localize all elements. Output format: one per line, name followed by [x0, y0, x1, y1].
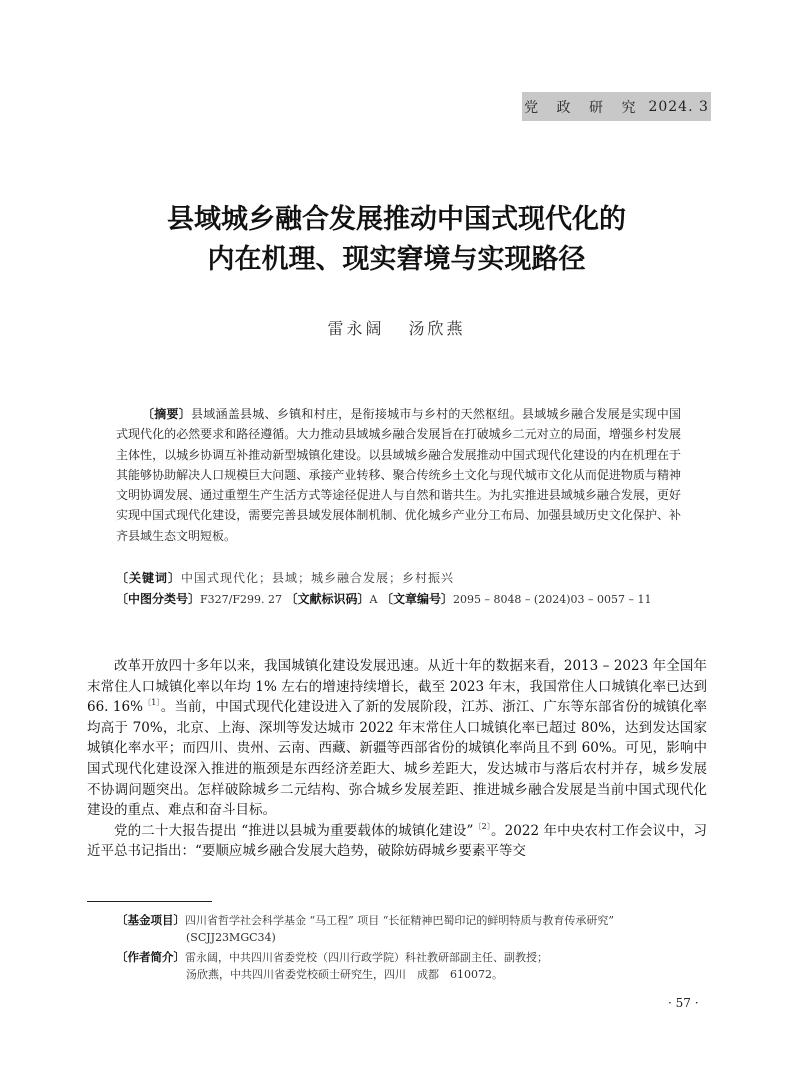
footnote-divider [87, 901, 212, 902]
paragraph-1-text-a: 改革开放四十多年以来，我国城镇化建设发展迅速。从近十年的数据来看，2013 – 2023 年全国年末常住人口城镇化率以年均 1% 左右的增速持续增长，截至 2023 年末，我国常住人口城镇化率已达到 66. 16% [87, 658, 707, 716]
citation-1[interactable]: 〔1〕 [142, 698, 161, 708]
footnote-fund [116, 912, 716, 946]
paragraph-2 [87, 821, 707, 862]
paragraph-2-text-b: 。2022 年中央农村工作会议中，习近平总书记指出：“要顺应城乡融合发展大趋势，破除妨碍城乡要素平等交 [87, 822, 707, 860]
abstract-label: 〔摘要〕 [142, 407, 192, 421]
journal-header [522, 92, 711, 121]
author-info-label: 〔作者简介〕 [116, 950, 185, 964]
article-title-line-1: 县域城乡融合发展推动中国式现代化的 [167, 204, 626, 235]
clc-value: F327/F299. 27 [200, 593, 282, 606]
paragraph-1 [87, 656, 707, 821]
article-title-line-2: 内在机理、现实窘境与实现路径 [207, 244, 586, 275]
author-info-line-1: 雷永阔，中共四川省委党校（四川行政学院）科社教研部副主任、副教授； [185, 951, 548, 964]
fund-code: (SCJJ23MGC34) [186, 931, 276, 944]
authors [0, 316, 793, 339]
abstract [116, 404, 681, 546]
journal-issue: 2024. 3 [648, 98, 709, 115]
page-number: · 57 · [668, 996, 699, 1010]
citation-2[interactable]: 〔2〕 [473, 821, 492, 831]
clc-label: 〔中图分类号〕 [116, 592, 201, 606]
article-number-label: 〔文章编号〕 [380, 592, 453, 606]
author-info-line-2: 汤欣燕，中共四川省委党校硕士研究生，四川 成都 610072。 [186, 968, 503, 981]
doc-code-value: A [369, 593, 378, 606]
classification-line [116, 590, 716, 607]
author-1: 雷永阔 [327, 319, 385, 338]
paragraph-1-text-b: 。当前，中国式现代化建设进入了新的发展阶段，江苏、浙江、广东等东部省份的城镇化率均高于 70%，北京、上海、深圳等发达城市 2022 年末常住人口城镇化率已超过 80%，达到发达国家城镇化率水平；而四川、贵州、云南、西藏、新疆等西部省份的城镇化率尚且不到 60%。可见，影响中国式现代化建设深入推进的瓶颈是东西经济差距大、城乡差距大，发达城市与落后农村并存，城乡发展不协调问题突出。怎样破除城乡二元结构、弥合城乡发展差距、推进城乡融合发展是当前中国式现代化建设的重点、难点和奋斗目标。 [87, 699, 708, 819]
body-text [87, 656, 707, 862]
fund-text: 四川省哲学社会科学基金 “马工程” 项目 “长征精神巴蜀印记的鲜明特质与教育传承研究” [185, 914, 614, 927]
keywords-label: 〔关键词〕 [116, 571, 182, 585]
author-2: 汤欣燕 [408, 319, 466, 338]
paragraph-2-text-a: 党的二十大报告提出 “推进以县城为重要载体的城镇化建设” [114, 822, 474, 839]
journal-name: 党 政 研 究 [524, 99, 643, 116]
keywords-text: 中国式现代化；县域；城乡融合发展；乡村振兴 [181, 571, 455, 585]
footnote-author [116, 949, 716, 983]
keywords [116, 569, 716, 586]
doc-code-label: 〔文献标识码〕 [285, 592, 370, 606]
article-number-value: 2095 – 8048 – (2024)03 – 0057 – 11 [452, 593, 652, 606]
fund-label: 〔基金项目〕 [116, 913, 185, 927]
abstract-text: 县域涵盖县城、乡镇和村庄，是衔接城市与乡村的天然枢纽。县域城乡融合发展是实现中国式现代化的必然要求和路径遵循。大力推动县域城乡融合发展旨在打破城乡二元对立的局面，增强乡村发展主体性，以城乡协调互补推动新型城镇化建设。以县域城乡融合发展推动中国式现代化建设的内在机理在于其能够协助解决人口规模巨大问题、承接产业转移、聚合传统乡土文化与现代城市文化从而促进物质与精神文明协调发展、通过重塑生产生活方式等途径促进人与自然和谐共生。为扎实推进县域城乡融合发展，更好实现中国式现代化建设，需要完善县域发展体制机制、优化城乡产业分工布局、加强县域历史文化保护、补齐县域生态文明短板。 [116, 407, 681, 543]
